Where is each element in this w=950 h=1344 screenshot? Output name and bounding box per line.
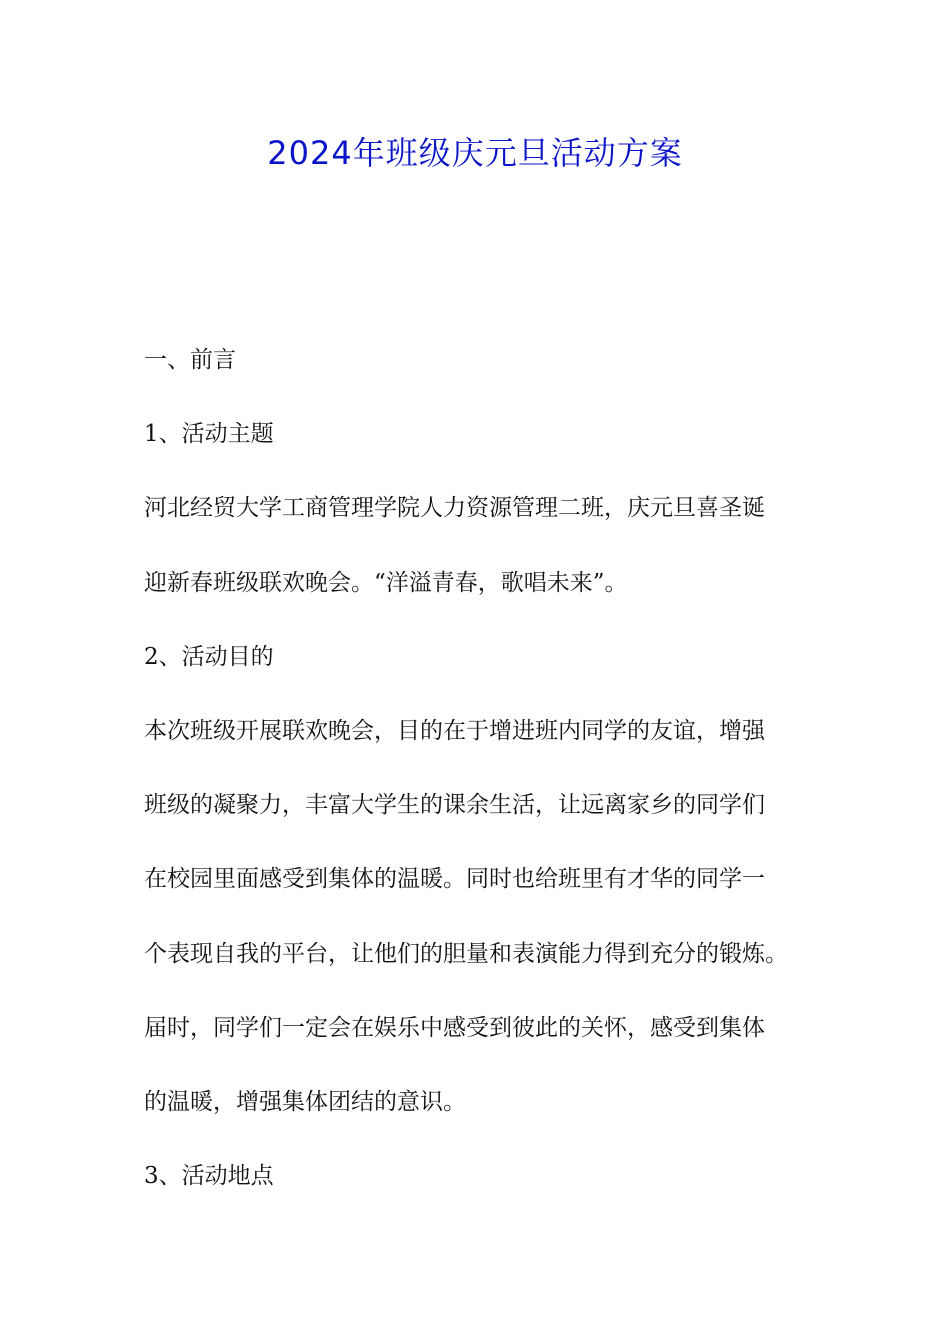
- paragraph-line: 河北经贸大学工商管理学院人力资源管理二班，庆元旦喜圣诞: [144, 495, 765, 522]
- subheading-activity-theme: 1、活动主题: [144, 421, 274, 448]
- section-heading-preface: 一、前言: [144, 347, 236, 373]
- subheading-activity-location: 3、活动地点: [144, 1163, 274, 1190]
- subheading-activity-purpose: 2、活动目的: [144, 643, 274, 670]
- document-body: [144, 342, 844, 1232]
- paragraph-line: 个表现自我的平台，让他们的胆量和表演能力得到充分的锻炼。: [144, 940, 788, 967]
- paragraph-line: 届时，同学们一定会在娱乐中感受到彼此的关怀，感受到集体: [144, 1014, 765, 1041]
- paragraph-line: 本次班级开展联欢晚会，目的在于增进班内同学的友谊，增强: [144, 717, 765, 744]
- paragraph-line: 在校园里面感受到集体的温暖。同时也给班里有才华的同学一: [144, 866, 765, 893]
- document-title: 2024年班级庆元旦活动方案: [267, 134, 683, 172]
- paragraph-line: 班级的凝聚力，丰富大学生的课余生活，让远离家乡的同学们: [144, 792, 765, 819]
- paragraph-line: 迎新春班级联欢晚会。“洋溢青春，歌唱未来”。: [144, 569, 628, 596]
- paragraph-line: 的温暖，增强集体团结的意识。: [144, 1088, 466, 1115]
